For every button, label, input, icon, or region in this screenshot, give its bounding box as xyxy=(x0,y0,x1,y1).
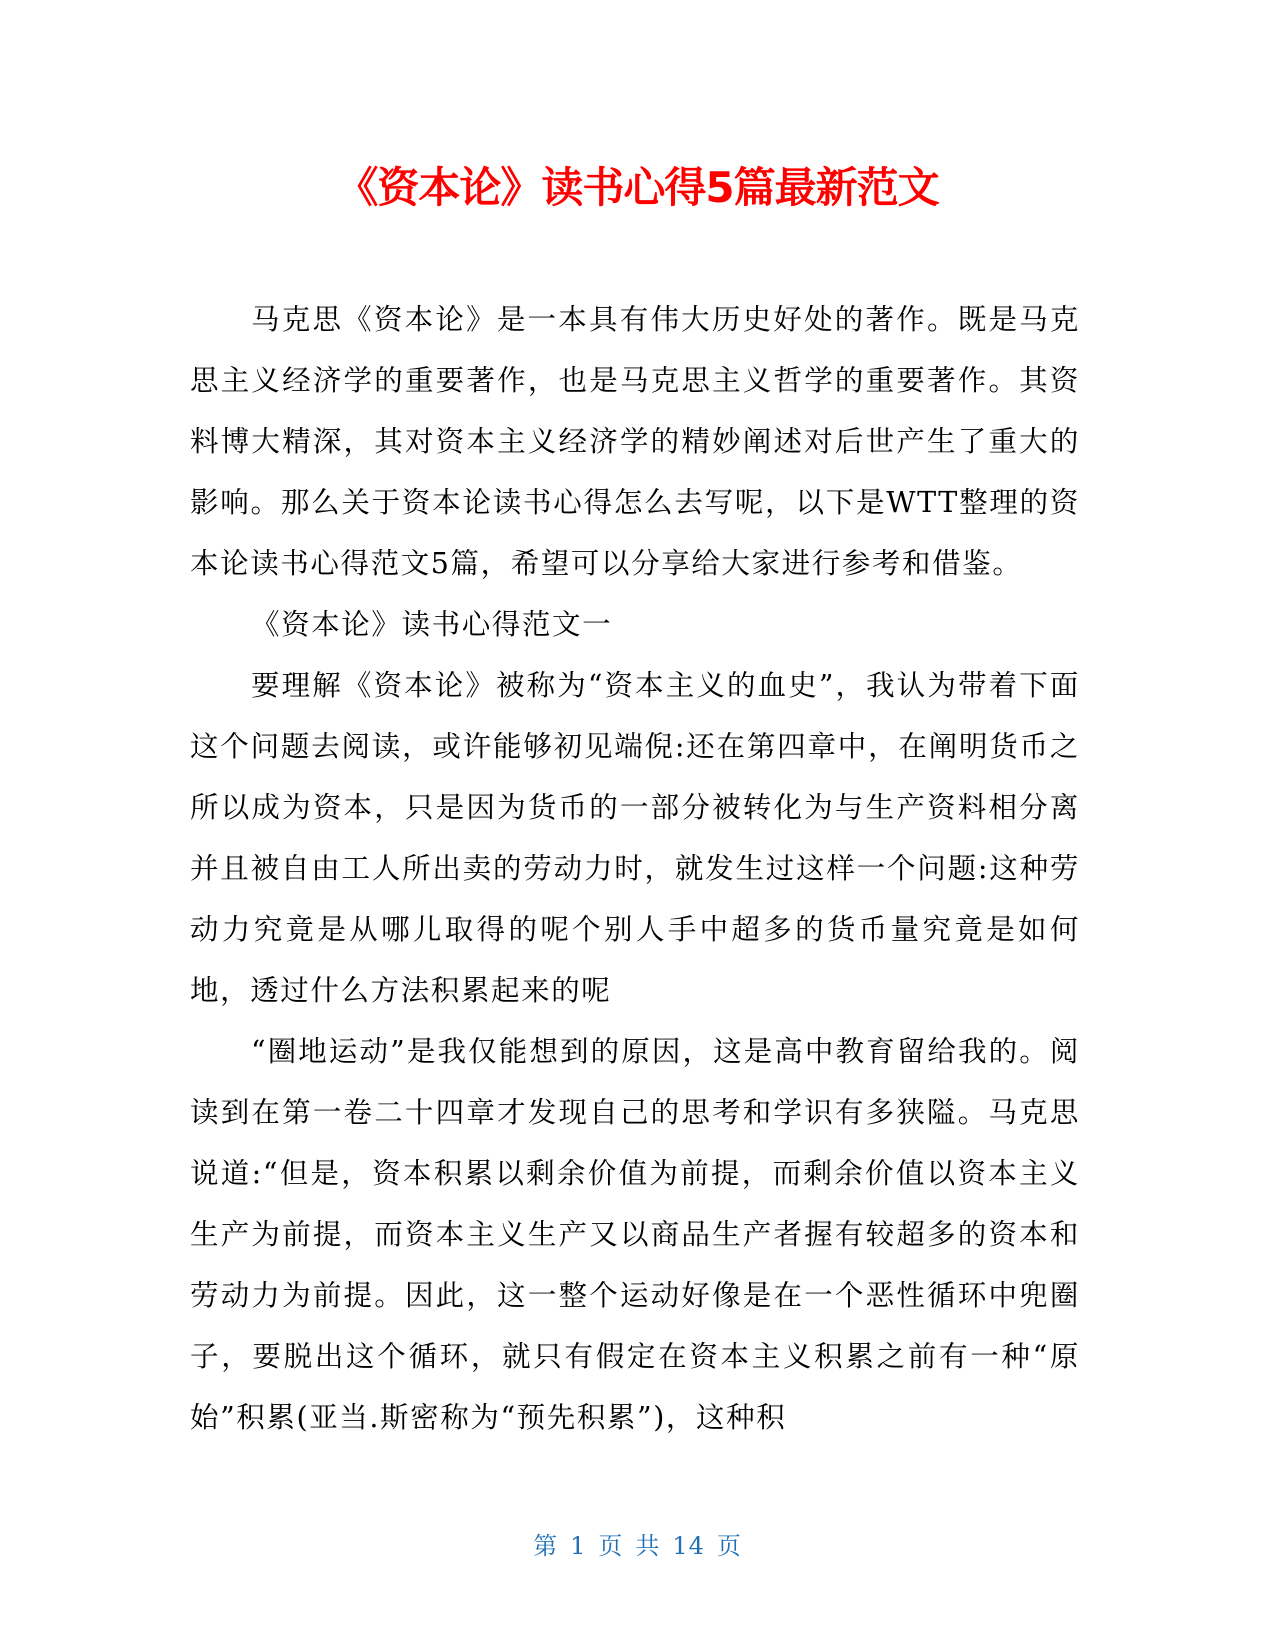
page-footer xyxy=(0,1530,1275,1562)
footer-total-pages: 14 xyxy=(672,1532,705,1560)
document-title: 《资本论》读书心得5篇最新范文 xyxy=(336,163,939,212)
section-heading: 《资本论》读书心得范文一 xyxy=(251,608,613,641)
body-paragraph: “圈地运动”是我仅能想到的原因，这是高中教育留给我的。阅读到在第一卷二十四章才发现自己的思考和学识有多狭隘。马克思说道:“但是，资本积累以剩余价值为前提，而剩余价值以资本主义生产为前提，而资本主义生产又以商品生产者握有较超多的资本和劳动力为前提。因此，这一整个运动好像是在一个恶性循环中兜圈子，要脱出这个循环，就只有假定在资本主义积累之前有一种“原始”积累(亚当.斯密称为“预先积累”)，这种积 xyxy=(190,1035,1080,1434)
document-body xyxy=(190,289,1080,1448)
footer-current-page: 1 xyxy=(570,1532,587,1560)
intro-paragraph: 马克思《资本论》是一本具有伟大历史好处的著作。既是马克思主义经济学的重要著作，也是马克思主义哲学的重要著作。其资料博大精深，其对资本主义经济学的精妙阐述对后世产生了重大的影响。那么关于资本论读书心得怎么去写呢，以下是WTT整理的资本论读书心得范文5篇，希望可以分享给大家进行参考和借鉴。 xyxy=(190,303,1080,580)
footer-total-word: 共 xyxy=(635,1532,661,1560)
footer-prefix: 第 xyxy=(533,1532,559,1560)
footer-suffix: 页 xyxy=(716,1532,742,1560)
body-paragraph: 要理解《资本论》被称为“资本主义的血史”，我认为带着下面这个问题去阅读，或许能够初见端倪:还在第四章中，在阐明货币之所以成为资本，只是因为货币的一部分被转化为与生产资料相分离并且被自由工人所出卖的劳动力时，就发生过这样一个问题:这种劳动力究竟是从哪儿取得的呢个别人手中超多的货币量究竟是如何地，透过什么方法积累起来的呢 xyxy=(190,669,1080,1007)
footer-page-word: 页 xyxy=(598,1532,624,1560)
